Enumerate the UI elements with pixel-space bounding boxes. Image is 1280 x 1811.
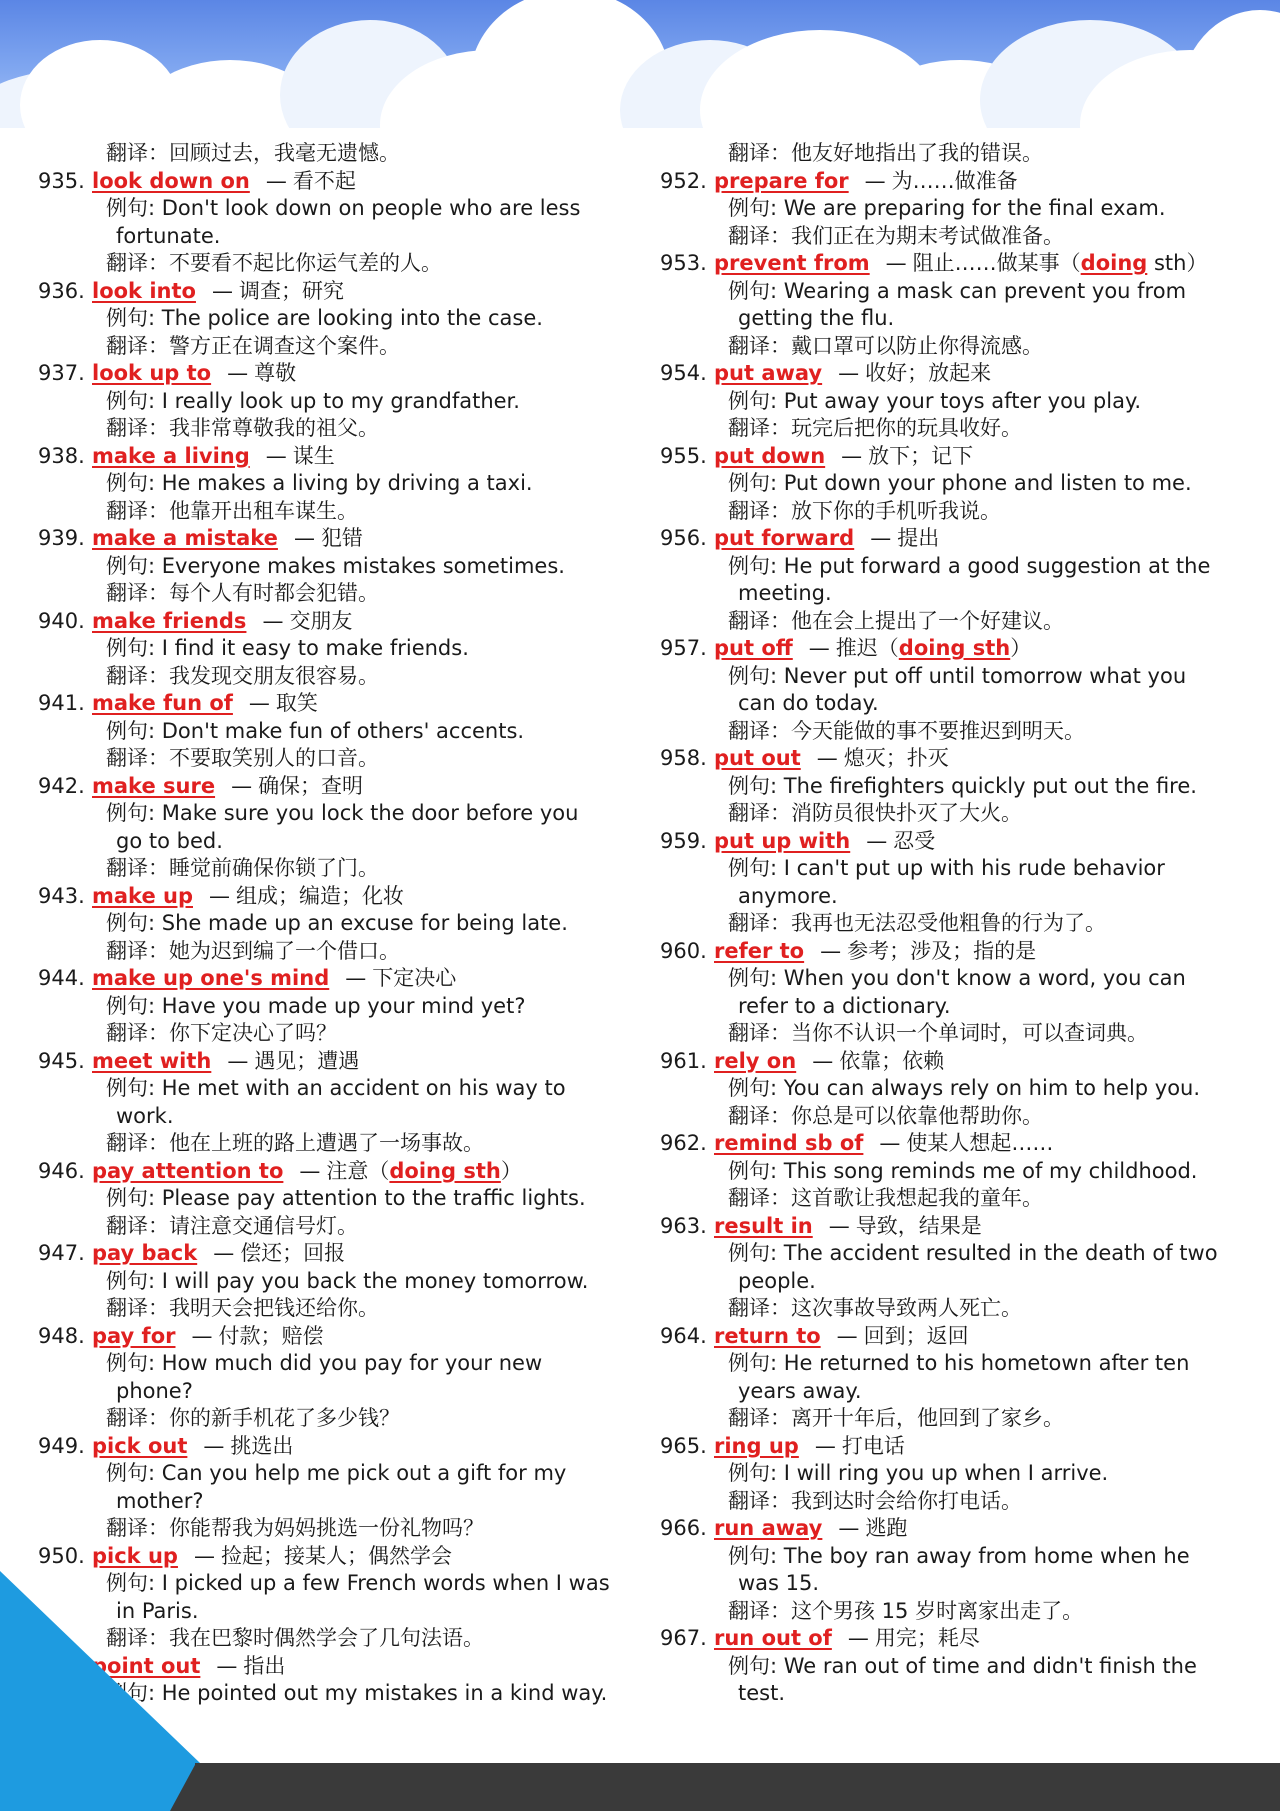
em-dash: — <box>814 1433 836 1458</box>
entry-heading <box>660 1048 1260 1076</box>
example-line: 例句: We are preparing for the final exam. <box>728 196 1166 220</box>
example-line: 例句: He pointed out my mistakes in a kind way. <box>106 1681 608 1705</box>
translation-line: 翻译：他在会上提出了一个好建议。 <box>728 608 1064 633</box>
example-line: 例句: He put forward a good suggestion at the <box>728 553 1211 578</box>
translation-line: 翻译：他靠开出租车谋生。 <box>106 498 358 523</box>
entry-phrase: pay attention to <box>92 1158 284 1183</box>
entry-number: 953. <box>660 251 707 275</box>
em-dash: — <box>265 168 287 193</box>
entry-heading <box>660 635 1260 663</box>
entry-heading <box>38 965 638 993</box>
entry-heading <box>660 1433 1260 1461</box>
entry-meaning: 付款；赔偿 <box>218 1323 324 1348</box>
em-dash: — <box>866 828 888 853</box>
em-dash: — <box>828 1213 850 1238</box>
translation-line: 翻译：这个男孩 15 岁时离家出走了。 <box>728 1598 1084 1623</box>
entry-number: 944. <box>38 966 85 990</box>
entry-phrase: run away <box>714 1516 823 1540</box>
translation-line: 翻译：不要取笑别人的口音。 <box>106 746 379 770</box>
vocab-entry <box>38 1323 638 1433</box>
entry-phrase: put forward <box>714 526 855 550</box>
entry-number: 960. <box>660 938 707 963</box>
entry-phrase: prevent from <box>714 251 870 275</box>
example-line: phone? <box>116 1378 193 1403</box>
example-line: 例句: Put down your phone and listen to me. <box>728 471 1192 495</box>
example-line: 例句: I can't put up with his rude behavior <box>728 856 1165 880</box>
example-line: 例句: I picked up a few French words when I was <box>106 1571 610 1595</box>
em-dash: — <box>808 636 830 660</box>
entry-phrase: prepare for <box>714 168 849 193</box>
entry-number: 961. <box>660 1048 707 1073</box>
example-line: years away. <box>738 1378 862 1403</box>
example-line: people. <box>738 1268 816 1293</box>
em-dash: — <box>838 1516 860 1540</box>
entry-phrase: put out <box>714 746 801 770</box>
entry-meaning: 熄灭；扑灭 <box>843 746 949 770</box>
entry-number: 954. <box>660 361 707 385</box>
example-line: 例句: Have you made up your mind yet? <box>106 993 526 1018</box>
em-dash: — <box>870 526 892 550</box>
example-line: anymore. <box>738 883 838 908</box>
entry-heading <box>38 525 638 553</box>
entry-meaning: 阻止……做某事（ <box>912 251 1081 275</box>
example-line: 例句: Put away your toys after you play. <box>728 388 1142 413</box>
translation-line: 翻译：你下定决心了吗？ <box>106 1021 337 1045</box>
translation-line: 翻译：我发现交朋友很容易。 <box>106 663 379 688</box>
footer-bar <box>195 1763 1280 1811</box>
entry-heading <box>660 1323 1260 1351</box>
example-line: 例句: She made up an excuse for being late. <box>106 911 568 935</box>
entry-phrase: make a mistake <box>92 526 278 550</box>
vocab-entry <box>38 608 638 691</box>
em-dash: — <box>262 608 284 633</box>
entry-number: 966. <box>660 1516 707 1540</box>
example-line: 例句: Wearing a mask can prevent you from <box>728 278 1187 303</box>
entry-heading <box>660 1515 1260 1543</box>
entry-extra: doing sth <box>898 636 1011 660</box>
vocab-entry <box>38 525 638 608</box>
vocab-entry <box>660 1515 1260 1625</box>
vocab-entry <box>38 773 638 883</box>
entry-meaning: 取笑 <box>275 691 318 715</box>
entry-heading <box>660 360 1260 388</box>
entry-meaning: 忍受 <box>893 828 936 853</box>
vocab-entry <box>38 1048 638 1158</box>
vocab-entry <box>660 745 1260 828</box>
footer-bar-edge <box>170 1763 196 1811</box>
entry-phrase: make fun of <box>92 691 233 715</box>
entry-meaning: 交朋友 <box>289 608 353 633</box>
left-column <box>38 140 638 1708</box>
entry-extra-post: ） <box>500 1158 522 1183</box>
entry-phrase: pay for <box>92 1323 176 1348</box>
entry-meaning: 回到；返回 <box>863 1323 969 1348</box>
em-dash: — <box>345 966 367 990</box>
entry-number: 967. <box>660 1626 707 1650</box>
entry-heading <box>38 690 638 718</box>
entry-phrase: run out of <box>714 1626 832 1650</box>
em-dash: — <box>820 938 842 963</box>
example-line: mother? <box>116 1488 204 1513</box>
entry-heading <box>38 1323 638 1351</box>
entry-number: 965. <box>660 1433 707 1458</box>
translation-line: 翻译：当你不认识一个单词时，可以查词典。 <box>728 1021 1148 1045</box>
entry-meaning: 指出 <box>243 1653 286 1678</box>
entry-heading <box>660 1625 1260 1653</box>
entry-phrase: return to <box>714 1323 821 1348</box>
entry-phrase: make a living <box>92 443 250 468</box>
entry-meaning: 遇见；遭遇 <box>254 1048 360 1073</box>
entry-phrase: look into <box>92 278 196 303</box>
entry-heading <box>660 1213 1260 1241</box>
em-dash: — <box>841 443 863 468</box>
entry-meaning: 捡起；接某人；偶然学会 <box>220 1543 452 1568</box>
vocab-entry <box>38 278 638 361</box>
example-line: 例句: The boy ran away from home when he <box>728 1543 1190 1568</box>
entry-phrase: put up with <box>714 828 851 853</box>
entry-meaning: 使某人想起…… <box>906 1131 1054 1155</box>
entry-meaning: 收好；放起来 <box>865 361 992 385</box>
entry-meaning: 看不起 <box>292 168 356 193</box>
entry-phrase: ring up <box>714 1433 799 1458</box>
entry-meaning: 调查；研究 <box>238 278 344 303</box>
entry-heading <box>38 773 638 801</box>
entry-number: 951. <box>38 1653 85 1678</box>
em-dash: — <box>191 1323 213 1348</box>
translation-line: 翻译：这次事故导致两人死亡。 <box>728 1296 1022 1320</box>
translation-line: 翻译：警方正在调查这个案件。 <box>106 333 400 358</box>
em-dash: — <box>265 443 287 468</box>
entry-heading <box>38 1433 638 1461</box>
entry-heading <box>660 168 1260 196</box>
entry-meaning: 打电话 <box>841 1433 905 1458</box>
entry-number: 955. <box>660 443 707 468</box>
example-line: work. <box>116 1103 174 1128</box>
vocab-entry <box>38 168 638 278</box>
entry-number: 946. <box>38 1158 85 1183</box>
vocab-entry <box>38 965 638 1048</box>
translation-line: 翻译：放下你的手机听我说。 <box>728 498 1001 523</box>
entry-phrase: look up to <box>92 361 212 385</box>
entry-heading <box>38 360 638 388</box>
entry-meaning: 用完；耗尽 <box>874 1626 980 1650</box>
translation-line: 翻译：我非常尊敬我的祖父。 <box>106 416 379 440</box>
entry-extra: doing <box>1080 251 1148 275</box>
entry-phrase: make up one's mind <box>92 966 330 990</box>
entry-phrase: put off <box>714 636 793 660</box>
em-dash: — <box>836 1323 858 1348</box>
vocab-entry <box>38 443 638 526</box>
entry-heading <box>38 1048 638 1076</box>
em-dash: — <box>213 1241 235 1265</box>
example-line: 例句: The firefighters quickly put out the fire. <box>728 773 1197 798</box>
example-line: 例句: Never put off until tomorrow what you <box>728 663 1187 688</box>
entry-heading <box>38 278 638 306</box>
entry-phrase: pay back <box>92 1241 198 1265</box>
vocab-entry <box>660 828 1260 938</box>
vocab-entry <box>660 635 1260 745</box>
entry-heading <box>38 608 638 636</box>
entry-heading <box>660 938 1260 966</box>
entry-phrase: rely on <box>714 1048 797 1073</box>
entry-meaning: 为……做准备 <box>891 168 1018 193</box>
em-dash: — <box>879 1131 901 1155</box>
entry-phrase: put away <box>714 361 823 385</box>
example-line: in Paris. <box>116 1598 199 1623</box>
entry-heading <box>38 1158 638 1186</box>
entry-phrase: meet with <box>92 1048 212 1073</box>
translation-line: 翻译：我再也无法忍受他粗鲁的行为了。 <box>728 911 1106 935</box>
entry-meaning: 提出 <box>897 526 940 550</box>
entry-number: 941. <box>38 691 85 715</box>
vocab-entry <box>660 525 1260 635</box>
translation-line: 翻译：你的新手机花了多少钱？ <box>106 1406 400 1430</box>
entry-meaning: 谋生 <box>292 443 335 468</box>
example-line: 例句: Everyone makes mistakes sometimes. <box>106 553 565 578</box>
entry-phrase: result in <box>714 1213 813 1238</box>
entry-phrase: make up <box>92 883 193 908</box>
carried-translation: 翻译：回顾过去，我毫无遗憾。 <box>106 141 400 165</box>
translation-line: 翻译：她为迟到编了一个借口。 <box>106 938 400 963</box>
em-dash: — <box>838 361 860 385</box>
vocab-entry <box>38 360 638 443</box>
em-dash: — <box>885 251 907 275</box>
entry-meaning: 挑选出 <box>230 1433 294 1458</box>
entry-number: 956. <box>660 526 707 550</box>
translation-line: 翻译：请注意交通信号灯。 <box>106 1213 358 1238</box>
entry-number: 964. <box>660 1323 707 1348</box>
entry-number: 945. <box>38 1048 85 1073</box>
em-dash: — <box>864 168 886 193</box>
entry-heading <box>660 443 1260 471</box>
vocab-entry <box>38 883 638 966</box>
example-line: refer to a dictionary. <box>738 993 951 1018</box>
em-dash: — <box>847 1626 869 1650</box>
right-column <box>660 140 1260 1708</box>
entry-meaning: 偿还；回报 <box>240 1241 346 1265</box>
entry-heading <box>38 1543 638 1571</box>
example-line: 例句: Don't look down on people who are less <box>106 196 581 220</box>
translation-line: 翻译：不要看不起比你运气差的人。 <box>106 251 442 275</box>
vocab-entry <box>660 1625 1260 1708</box>
vocab-entry <box>38 1433 638 1543</box>
entry-number: 936. <box>38 278 85 303</box>
em-dash: — <box>227 1048 249 1073</box>
entry-meaning: 确保；查明 <box>258 773 364 798</box>
entry-meaning: 尊敬 <box>254 361 297 385</box>
vocab-entry <box>38 1158 638 1241</box>
vocab-entry <box>660 1048 1260 1131</box>
example-line: 例句: He met with an accident on his way to <box>106 1076 566 1100</box>
carried-translation: 翻译：他友好地指出了我的错误。 <box>728 141 1043 165</box>
example-line: was 15. <box>738 1571 820 1595</box>
example-line: 例句: Make sure you lock the door before you <box>106 801 579 825</box>
entry-number: 943. <box>38 883 85 908</box>
entry-number: 952. <box>660 168 707 193</box>
entry-heading <box>38 443 638 471</box>
translation-line: 翻译：每个人有时都会犯错。 <box>106 581 379 605</box>
example-line: fortunate. <box>116 223 221 248</box>
entry-phrase: refer to <box>714 938 805 963</box>
entry-number: 935. <box>38 168 85 193</box>
em-dash: — <box>211 278 233 303</box>
example-line: 例句: We ran out of time and didn't finish the <box>728 1653 1197 1678</box>
entry-number: 949. <box>38 1433 85 1458</box>
em-dash: — <box>216 1653 238 1678</box>
translation-line: 翻译：我在巴黎时偶然学会了几句法语。 <box>106 1626 484 1650</box>
entry-extra: doing sth <box>389 1158 501 1183</box>
entry-phrase: make sure <box>92 773 216 798</box>
entry-meaning: 下定决心 <box>372 966 457 990</box>
entry-number: 937. <box>38 361 85 385</box>
entry-number: 947. <box>38 1241 85 1265</box>
entry-phrase: make friends <box>92 608 247 633</box>
translation-line: 翻译：戴口罩可以防止你得流感。 <box>728 333 1043 358</box>
entry-phrase: point out <box>92 1653 201 1678</box>
example-line: can do today. <box>738 691 879 715</box>
entry-extra-post: sth） <box>1147 251 1208 275</box>
entry-number: 962. <box>660 1131 707 1155</box>
vocab-entry <box>660 443 1260 526</box>
entry-heading <box>38 1240 638 1268</box>
vocab-entry <box>660 1323 1260 1433</box>
entry-number: 958. <box>660 746 707 770</box>
entry-meaning: 导致，结果是 <box>855 1213 982 1238</box>
vocab-entry <box>660 1433 1260 1516</box>
example-line: 例句: I will pay you back the money tomorrow. <box>106 1268 589 1293</box>
example-line: 例句: How much did you pay for your new <box>106 1351 543 1375</box>
entry-number: 940. <box>38 608 85 633</box>
translation-line: 翻译：我明天会把钱还给你。 <box>106 1296 379 1320</box>
example-line: 例句: I will ring you up when I arrive. <box>728 1461 1109 1485</box>
entry-number: 950. <box>38 1543 85 1568</box>
em-dash: — <box>248 691 270 715</box>
example-line: 例句: I really look up to my grandfather. <box>106 388 520 413</box>
entry-meaning: 组成；编造；化妆 <box>236 883 404 908</box>
em-dash: — <box>293 526 315 550</box>
example-line: 例句: Please pay attention to the traffic lights. <box>106 1186 586 1210</box>
em-dash: — <box>209 883 230 908</box>
translation-line: 翻译：玩完后把你的玩具收好。 <box>728 416 1022 440</box>
entry-phrase: put down <box>714 443 826 468</box>
translation-line: 翻译：离开十年后，他回到了家乡。 <box>728 1406 1064 1430</box>
vocab-entry <box>38 1240 638 1323</box>
translation-line: 翻译：我到达时会给你打电话。 <box>728 1488 1022 1513</box>
entry-meaning: 推迟（ <box>835 636 899 660</box>
example-line: 例句: The police are looking into the case. <box>106 306 543 330</box>
em-dash: — <box>203 1433 225 1458</box>
entry-number: 959. <box>660 828 707 853</box>
em-dash: — <box>231 773 253 798</box>
entry-heading <box>38 168 638 196</box>
example-line: 例句: This song reminds me of my childhood. <box>728 1158 1198 1183</box>
entry-heading <box>660 828 1260 856</box>
translation-line: 翻译：我们正在为期末考试做准备。 <box>728 223 1064 248</box>
vocab-entry <box>660 168 1260 251</box>
vocab-entry <box>660 360 1260 443</box>
translation-line: 翻译：他在上班的路上遭遇了一场事故。 <box>106 1131 484 1155</box>
example-line: test. <box>738 1681 786 1705</box>
em-dash: — <box>812 1048 834 1073</box>
entry-phrase: look down on <box>92 168 250 193</box>
translation-line: 翻译：你能帮我为妈妈挑选一份礼物吗？ <box>106 1516 484 1540</box>
entry-number: 942. <box>38 773 85 798</box>
entry-heading <box>660 745 1260 773</box>
example-line: 例句: Don't make fun of others' accents. <box>106 718 525 743</box>
translation-line: 翻译：今天能做的事不要推迟到明天。 <box>728 718 1085 743</box>
entry-extra-post: ） <box>1010 636 1032 660</box>
entry-heading <box>38 883 638 911</box>
entry-number: 938. <box>38 443 85 468</box>
translation-line: 翻译：这首歌让我想起我的童年。 <box>728 1186 1043 1210</box>
entry-meaning: 依靠；依赖 <box>839 1048 945 1073</box>
translation-line: 翻译：你总是可以依靠他帮助你。 <box>728 1103 1043 1128</box>
entry-meaning: 注意（ <box>326 1158 390 1183</box>
entry-phrase: pick up <box>92 1543 178 1568</box>
example-line: 例句: When you don't know a word, you can <box>728 966 1186 990</box>
entry-number: 963. <box>660 1213 707 1238</box>
entry-number: 957. <box>660 636 707 660</box>
entry-phrase: remind sb of <box>714 1131 864 1155</box>
entry-meaning: 逃跑 <box>865 1516 908 1540</box>
example-line: 例句: Can you help me pick out a gift for my <box>106 1461 567 1485</box>
entry-phrase: pick out <box>92 1433 188 1458</box>
entry-number: 948. <box>38 1323 85 1348</box>
vocab-entry <box>660 1213 1260 1323</box>
example-line: 例句: He makes a living by driving a taxi. <box>106 471 533 495</box>
entry-heading <box>660 250 1260 278</box>
vocab-entry <box>38 690 638 773</box>
example-line: 例句: He returned to his hometown after ten <box>728 1351 1190 1375</box>
example-line: go to bed. <box>116 828 223 853</box>
em-dash: — <box>193 1543 215 1568</box>
vocab-entry <box>660 250 1260 360</box>
entry-meaning: 放下；记下 <box>868 443 974 468</box>
entry-heading <box>660 1130 1260 1158</box>
translation-line: 翻译：睡觉前确保你锁了门。 <box>106 856 379 880</box>
em-dash: — <box>299 1158 321 1183</box>
example-line: meeting. <box>738 581 832 605</box>
translation-line: 翻译：消防员很快扑灭了大火。 <box>728 801 1022 825</box>
example-line: getting the flu. <box>738 306 895 330</box>
example-line: 例句: You can always rely on him to help you. <box>728 1076 1201 1100</box>
example-line: 例句: I find it easy to make friends. <box>106 636 469 660</box>
em-dash: — <box>227 361 249 385</box>
entry-number: 939. <box>38 526 85 550</box>
entry-heading <box>660 525 1260 553</box>
entry-meaning: 参考；涉及；指的是 <box>847 938 1037 963</box>
example-line: 例句: The accident resulted in the death of two <box>728 1241 1218 1265</box>
entry-meaning: 犯错 <box>320 526 363 550</box>
em-dash: — <box>816 746 838 770</box>
vocab-entry <box>660 1130 1260 1213</box>
vocab-entry <box>660 938 1260 1048</box>
